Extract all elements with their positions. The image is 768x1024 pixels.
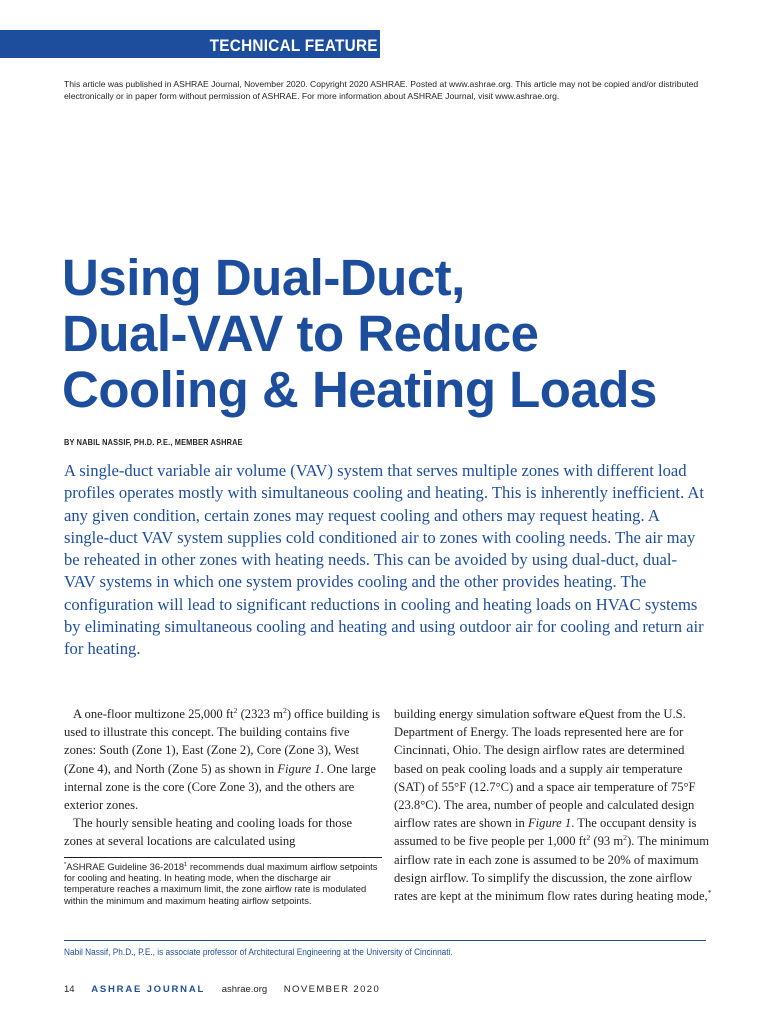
reference-marker: 1 (184, 861, 188, 868)
journal-name: ASHRAE JOURNAL (91, 984, 206, 995)
body-paragraph-2: The hourly sensible heating and cooling loads for those zones at several locations are calculated using (64, 816, 353, 849)
website: ashrae.org (221, 984, 268, 995)
body-paragraph-3: building energy simulation software eQuest from the U.S. Department of Energy. The loads represented here are for Cincinnati, Ohio. The design airflow rates are determined based on peak cooling loads and a supply air temperature (SAT) of 55°F (12.7°C) and a space air temperature of 75°F (23.8°C). The area, number of people and calculated design airflow rates are shown in Figure 1. The occupant density is assumed to be five people per 1,000 $ft^2$ (93 $m^2$). The minimum airflow rate in each zone is assumed to be 20% of maximum design airflow. To simplify the discussion, the zone airflow rates are kept at the minimum flow rates during heating mode,* (394, 707, 712, 904)
page-footer (64, 984, 394, 995)
abstract: A single-duct variable air volume (VAV) system that serves multiple zones with different load profiles operates mostly with simultaneous cooling and heating. This is inherently inefficient. At any given condition, certain zones may request cooling and others may request heating. A single-duct VAV system supplies cold conditioned air to zones with cooling needs. The air may be reheated in other zones with heating needs. This can be avoided by using dual-duct, dual-VAV systems in which one system provides cooling and the other provides heating. The configuration will lead to significant reductions in cooling and heating loads on HVAC systems by eliminating simultaneous cooling and heating and using outdoor air for cooling and return air for heating. (64, 461, 704, 659)
issue-date: NOVEMBER 2020 (283, 984, 381, 995)
title-line-1: Using Dual-Duct, (62, 249, 465, 306)
footnote-marker: * (707, 887, 712, 897)
title-line-2: Dual-VAV to Reduce (62, 305, 539, 362)
article-title (62, 250, 742, 418)
bio-divider (64, 940, 706, 941)
footnote: *ASHRAE Guideline 36-2018$^1$ recommends dual maximum airflow setpoints for cooling and heating. In heating mode, when the discharge air temperature reaches a maximum limit, the zone airflow rate is modulated within the minimum and maximum heating airflow setpoints. (64, 857, 382, 906)
body-column-left (64, 705, 382, 851)
title-line-3: Cooling & Heating Loads (62, 361, 657, 418)
body-column-right (394, 705, 712, 905)
page-number: 14 (64, 984, 75, 995)
figure-reference: Figure 1 (527, 816, 572, 831)
copyright-notice: This article was published in ASHRAE Journal, November 2020. Copyright 2020 ASHRAE. Posted at www.ashrae.org. This article may not be copied and/or distributed electronically or in paper form without permission of ASHRAE. For more information about ASHRAE Journal, visit www.ashrae.org. (64, 79, 699, 101)
section-label: TECHNICAL FEATURE (209, 36, 378, 55)
figure-reference: Figure 1 (277, 761, 321, 776)
author-bio: Nabil Nassif, Ph.D., P.E., is associate professor of Architectural Engineering at the University of Cincinnati. (64, 947, 453, 957)
body-paragraph-1: A one-floor multizone 25,000 $ft^2$ (2323 $m^2$) office building is used to illustrate this concept. The building contains five zones: South (Zone 1), East (Zone 2), Core (Zone 3), West (Zone 4), and North (Zone 5) as shown in Figure 1. One large internal zone is the core (Core Zone 3), and the others are exterior zones. (64, 705, 380, 813)
byline: BY NABIL NASSIF, PH.D. P.E., MEMBER ASHRAE (64, 437, 243, 447)
section-banner (0, 30, 380, 58)
